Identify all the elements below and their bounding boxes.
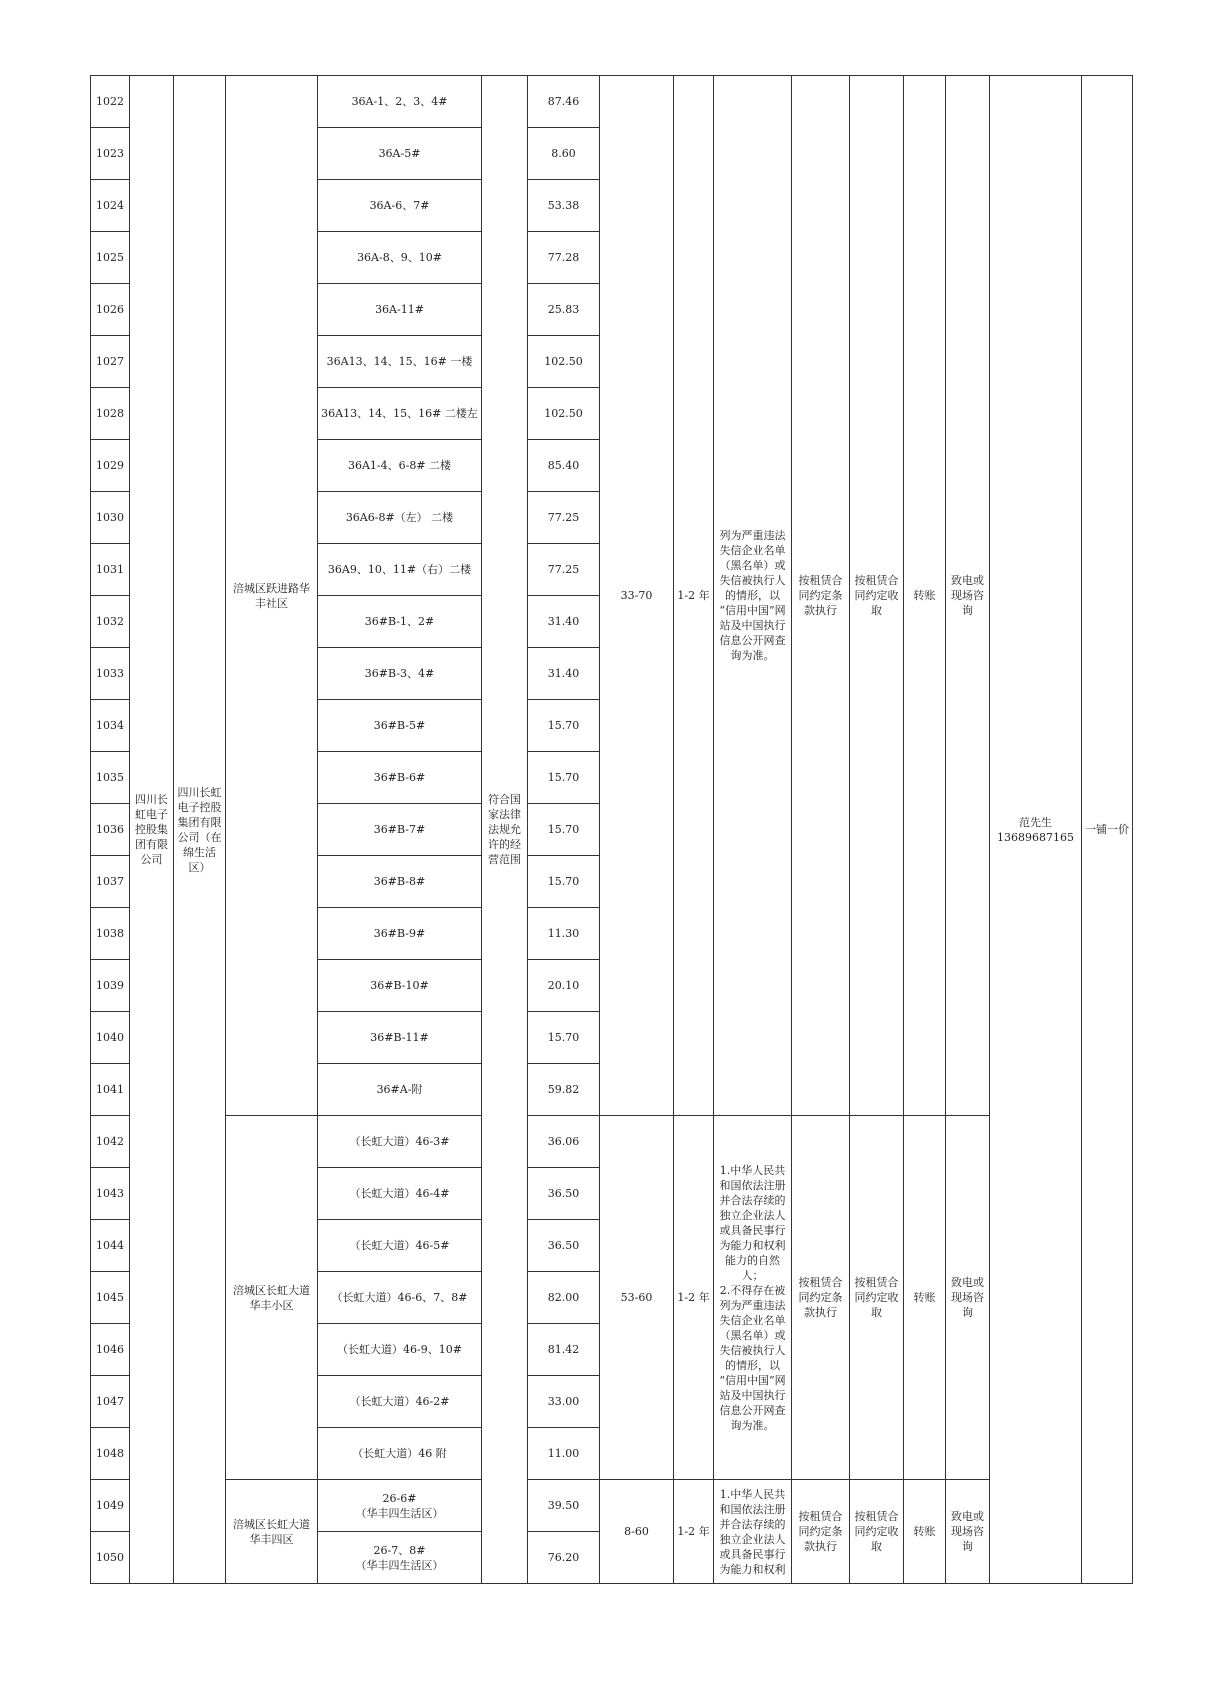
table-row bbox=[91, 1480, 1133, 1532]
unit-cell: 36#A-附 bbox=[318, 1064, 482, 1116]
area-cell: 77.25 bbox=[528, 544, 600, 596]
unit-cell: 36A6-8#（左） 二楼 bbox=[318, 492, 482, 544]
unit-cell: 36#B-11# bbox=[318, 1012, 482, 1064]
property-listing-table bbox=[90, 75, 1133, 1584]
table-row bbox=[91, 1116, 1133, 1168]
unit-cell: （长虹大道）46-5# bbox=[318, 1220, 482, 1272]
area-cell: 33.00 bbox=[528, 1376, 600, 1428]
row-number: 1049 bbox=[91, 1480, 130, 1532]
row-number: 1028 bbox=[91, 388, 130, 440]
row-number: 1025 bbox=[91, 232, 130, 284]
row-number: 1043 bbox=[91, 1168, 130, 1220]
deposit-cell: 按租赁合同约定条款执行 bbox=[792, 1116, 850, 1480]
unit-cell: （长虹大道）46-2# bbox=[318, 1376, 482, 1428]
row-number: 1026 bbox=[91, 284, 130, 336]
row-number: 1024 bbox=[91, 180, 130, 232]
requirement-cell: 1.中华人民共 和国依法注册 并合法存续的 独立企业法人 或具备民事行 为能力和权利 bbox=[714, 1480, 792, 1584]
unit-cell: 36A-1、2、3、4# bbox=[318, 76, 482, 128]
collection-cell: 按租赁合同约定收取 bbox=[850, 1480, 904, 1584]
row-number: 1034 bbox=[91, 700, 130, 752]
row-number: 1035 bbox=[91, 752, 130, 804]
unit-cell: 36#B-10# bbox=[318, 960, 482, 1012]
unit-cell: （长虹大道）46-6、7、8# bbox=[318, 1272, 482, 1324]
row-number: 1050 bbox=[91, 1532, 130, 1584]
row-number: 1027 bbox=[91, 336, 130, 388]
location-cell: 涪城区长虹大道华丰小区 bbox=[226, 1116, 318, 1480]
area-cell: 25.83 bbox=[528, 284, 600, 336]
company-cell: 四川长虹电子控股集团有限公司 bbox=[130, 76, 174, 1584]
unit-cell: （长虹大道）46-9、10# bbox=[318, 1324, 482, 1376]
area-cell: 36.06 bbox=[528, 1116, 600, 1168]
row-number: 1040 bbox=[91, 1012, 130, 1064]
unit-cell: 26-6# （华丰四生活区） bbox=[318, 1480, 482, 1532]
table-row bbox=[91, 76, 1133, 128]
payment-cell: 转账 bbox=[904, 76, 946, 1116]
row-number: 1048 bbox=[91, 1428, 130, 1480]
viewing-cell: 致电或现场咨询 bbox=[946, 1480, 990, 1584]
area-cell: 15.70 bbox=[528, 1012, 600, 1064]
row-number: 1047 bbox=[91, 1376, 130, 1428]
unit-cell: 36#B-6# bbox=[318, 752, 482, 804]
row-number: 1041 bbox=[91, 1064, 130, 1116]
unit-cell: 36#B-8# bbox=[318, 856, 482, 908]
area-cell: 102.50 bbox=[528, 388, 600, 440]
unit-cell: 36#B-9# bbox=[318, 908, 482, 960]
price-cell: 33-70 bbox=[600, 76, 674, 1116]
area-cell: 76.20 bbox=[528, 1532, 600, 1584]
unit-cell: （长虹大道）46-4# bbox=[318, 1168, 482, 1220]
deposit-cell: 按租赁合同约定条款执行 bbox=[792, 1480, 850, 1584]
area-cell: 20.10 bbox=[528, 960, 600, 1012]
row-number: 1022 bbox=[91, 76, 130, 128]
unit-cell: 36#B-7# bbox=[318, 804, 482, 856]
row-number: 1037 bbox=[91, 856, 130, 908]
unit-cell: 36A1-4、6-8# 二楼 bbox=[318, 440, 482, 492]
unit-cell: 36A-5# bbox=[318, 128, 482, 180]
area-cell: 87.46 bbox=[528, 76, 600, 128]
area-cell: 39.50 bbox=[528, 1480, 600, 1532]
requirement-cell: 1.中华人民共 和国依法注册 并合法存续的 独立企业法人 或具备民事行 为能力和权利 能力的自然 人； 2.不得存在被 列为严重违法 失信企业名单 （黑名单）或 失信被执行人 的情形，以 “信用中国”网 站及中国执行 信息公开网查 询为准。 bbox=[714, 1116, 792, 1480]
unit-cell: 36A9、10、11#（右）二楼 bbox=[318, 544, 482, 596]
price-cell: 8-60 bbox=[600, 1480, 674, 1584]
area-cell: 11.00 bbox=[528, 1428, 600, 1480]
area-cell: 31.40 bbox=[528, 596, 600, 648]
area-cell: 77.25 bbox=[528, 492, 600, 544]
contact-cell: 范先生 13689687165 bbox=[990, 76, 1082, 1584]
unit-cell: 36A-11# bbox=[318, 284, 482, 336]
row-number: 1046 bbox=[91, 1324, 130, 1376]
term-cell: 1-2 年 bbox=[674, 76, 714, 1116]
area-cell: 85.40 bbox=[528, 440, 600, 492]
unit-cell: 36#B-1、2# bbox=[318, 596, 482, 648]
row-number: 1032 bbox=[91, 596, 130, 648]
pricing-cell: 一铺一价 bbox=[1082, 76, 1133, 1584]
area-cell: 82.00 bbox=[528, 1272, 600, 1324]
viewing-cell: 致电或现场咨询 bbox=[946, 1116, 990, 1480]
unit-cell: 36#B-5# bbox=[318, 700, 482, 752]
area-cell: 15.70 bbox=[528, 804, 600, 856]
payment-cell: 转账 bbox=[904, 1116, 946, 1480]
area-cell: 81.42 bbox=[528, 1324, 600, 1376]
business-scope-cell: 符合国家法律法规允许的经营范围 bbox=[482, 76, 528, 1584]
row-number: 1036 bbox=[91, 804, 130, 856]
row-number: 1042 bbox=[91, 1116, 130, 1168]
location-cell: 涪城区长虹大道华丰四区 bbox=[226, 1480, 318, 1584]
unit-cell: 36#B-3、4# bbox=[318, 648, 482, 700]
row-number: 1031 bbox=[91, 544, 130, 596]
collection-cell: 按租赁合同约定收取 bbox=[850, 76, 904, 1116]
unit-cell: （长虹大道）46-3# bbox=[318, 1116, 482, 1168]
area-cell: 8.60 bbox=[528, 128, 600, 180]
unit-cell: 26-7、8# （华丰四生活区） bbox=[318, 1532, 482, 1584]
row-number: 1029 bbox=[91, 440, 130, 492]
area-cell: 36.50 bbox=[528, 1220, 600, 1272]
area-cell: 53.38 bbox=[528, 180, 600, 232]
row-number: 1038 bbox=[91, 908, 130, 960]
unit-cell: 36A13、14、15、16# 二楼左 bbox=[318, 388, 482, 440]
area-cell: 36.50 bbox=[528, 1168, 600, 1220]
row-number: 1039 bbox=[91, 960, 130, 1012]
location-cell: 涪城区跃进路华丰社区 bbox=[226, 76, 318, 1116]
unit-cell: （长虹大道）46 附 bbox=[318, 1428, 482, 1480]
area-cell: 11.30 bbox=[528, 908, 600, 960]
row-number: 1030 bbox=[91, 492, 130, 544]
area-cell: 59.82 bbox=[528, 1064, 600, 1116]
lessor-cell: 四川长虹电子控股集团有限公司（在绵生活区） bbox=[174, 76, 226, 1584]
term-cell: 1-2 年 bbox=[674, 1480, 714, 1584]
price-cell: 53-60 bbox=[600, 1116, 674, 1480]
unit-cell: 36A13、14、15、16# 一楼 bbox=[318, 336, 482, 388]
payment-cell: 转账 bbox=[904, 1480, 946, 1584]
row-number: 1023 bbox=[91, 128, 130, 180]
row-number: 1044 bbox=[91, 1220, 130, 1272]
row-number: 1045 bbox=[91, 1272, 130, 1324]
area-cell: 15.70 bbox=[528, 752, 600, 804]
unit-cell: 36A-8、9、10# bbox=[318, 232, 482, 284]
collection-cell: 按租赁合同约定收取 bbox=[850, 1116, 904, 1480]
unit-cell: 36A-6、7# bbox=[318, 180, 482, 232]
requirement-cell: 列为严重违法 失信企业名单 （黑名单）或 失信被执行人 的情形，以 “信用中国”网 站及中国执行 信息公开网查 询为准。 bbox=[714, 76, 792, 1116]
area-cell: 31.40 bbox=[528, 648, 600, 700]
viewing-cell: 致电或现场咨询 bbox=[946, 76, 990, 1116]
deposit-cell: 按租赁合同约定条款执行 bbox=[792, 76, 850, 1116]
term-cell: 1-2 年 bbox=[674, 1116, 714, 1480]
row-number: 1033 bbox=[91, 648, 130, 700]
area-cell: 102.50 bbox=[528, 336, 600, 388]
area-cell: 77.28 bbox=[528, 232, 600, 284]
area-cell: 15.70 bbox=[528, 700, 600, 752]
area-cell: 15.70 bbox=[528, 856, 600, 908]
